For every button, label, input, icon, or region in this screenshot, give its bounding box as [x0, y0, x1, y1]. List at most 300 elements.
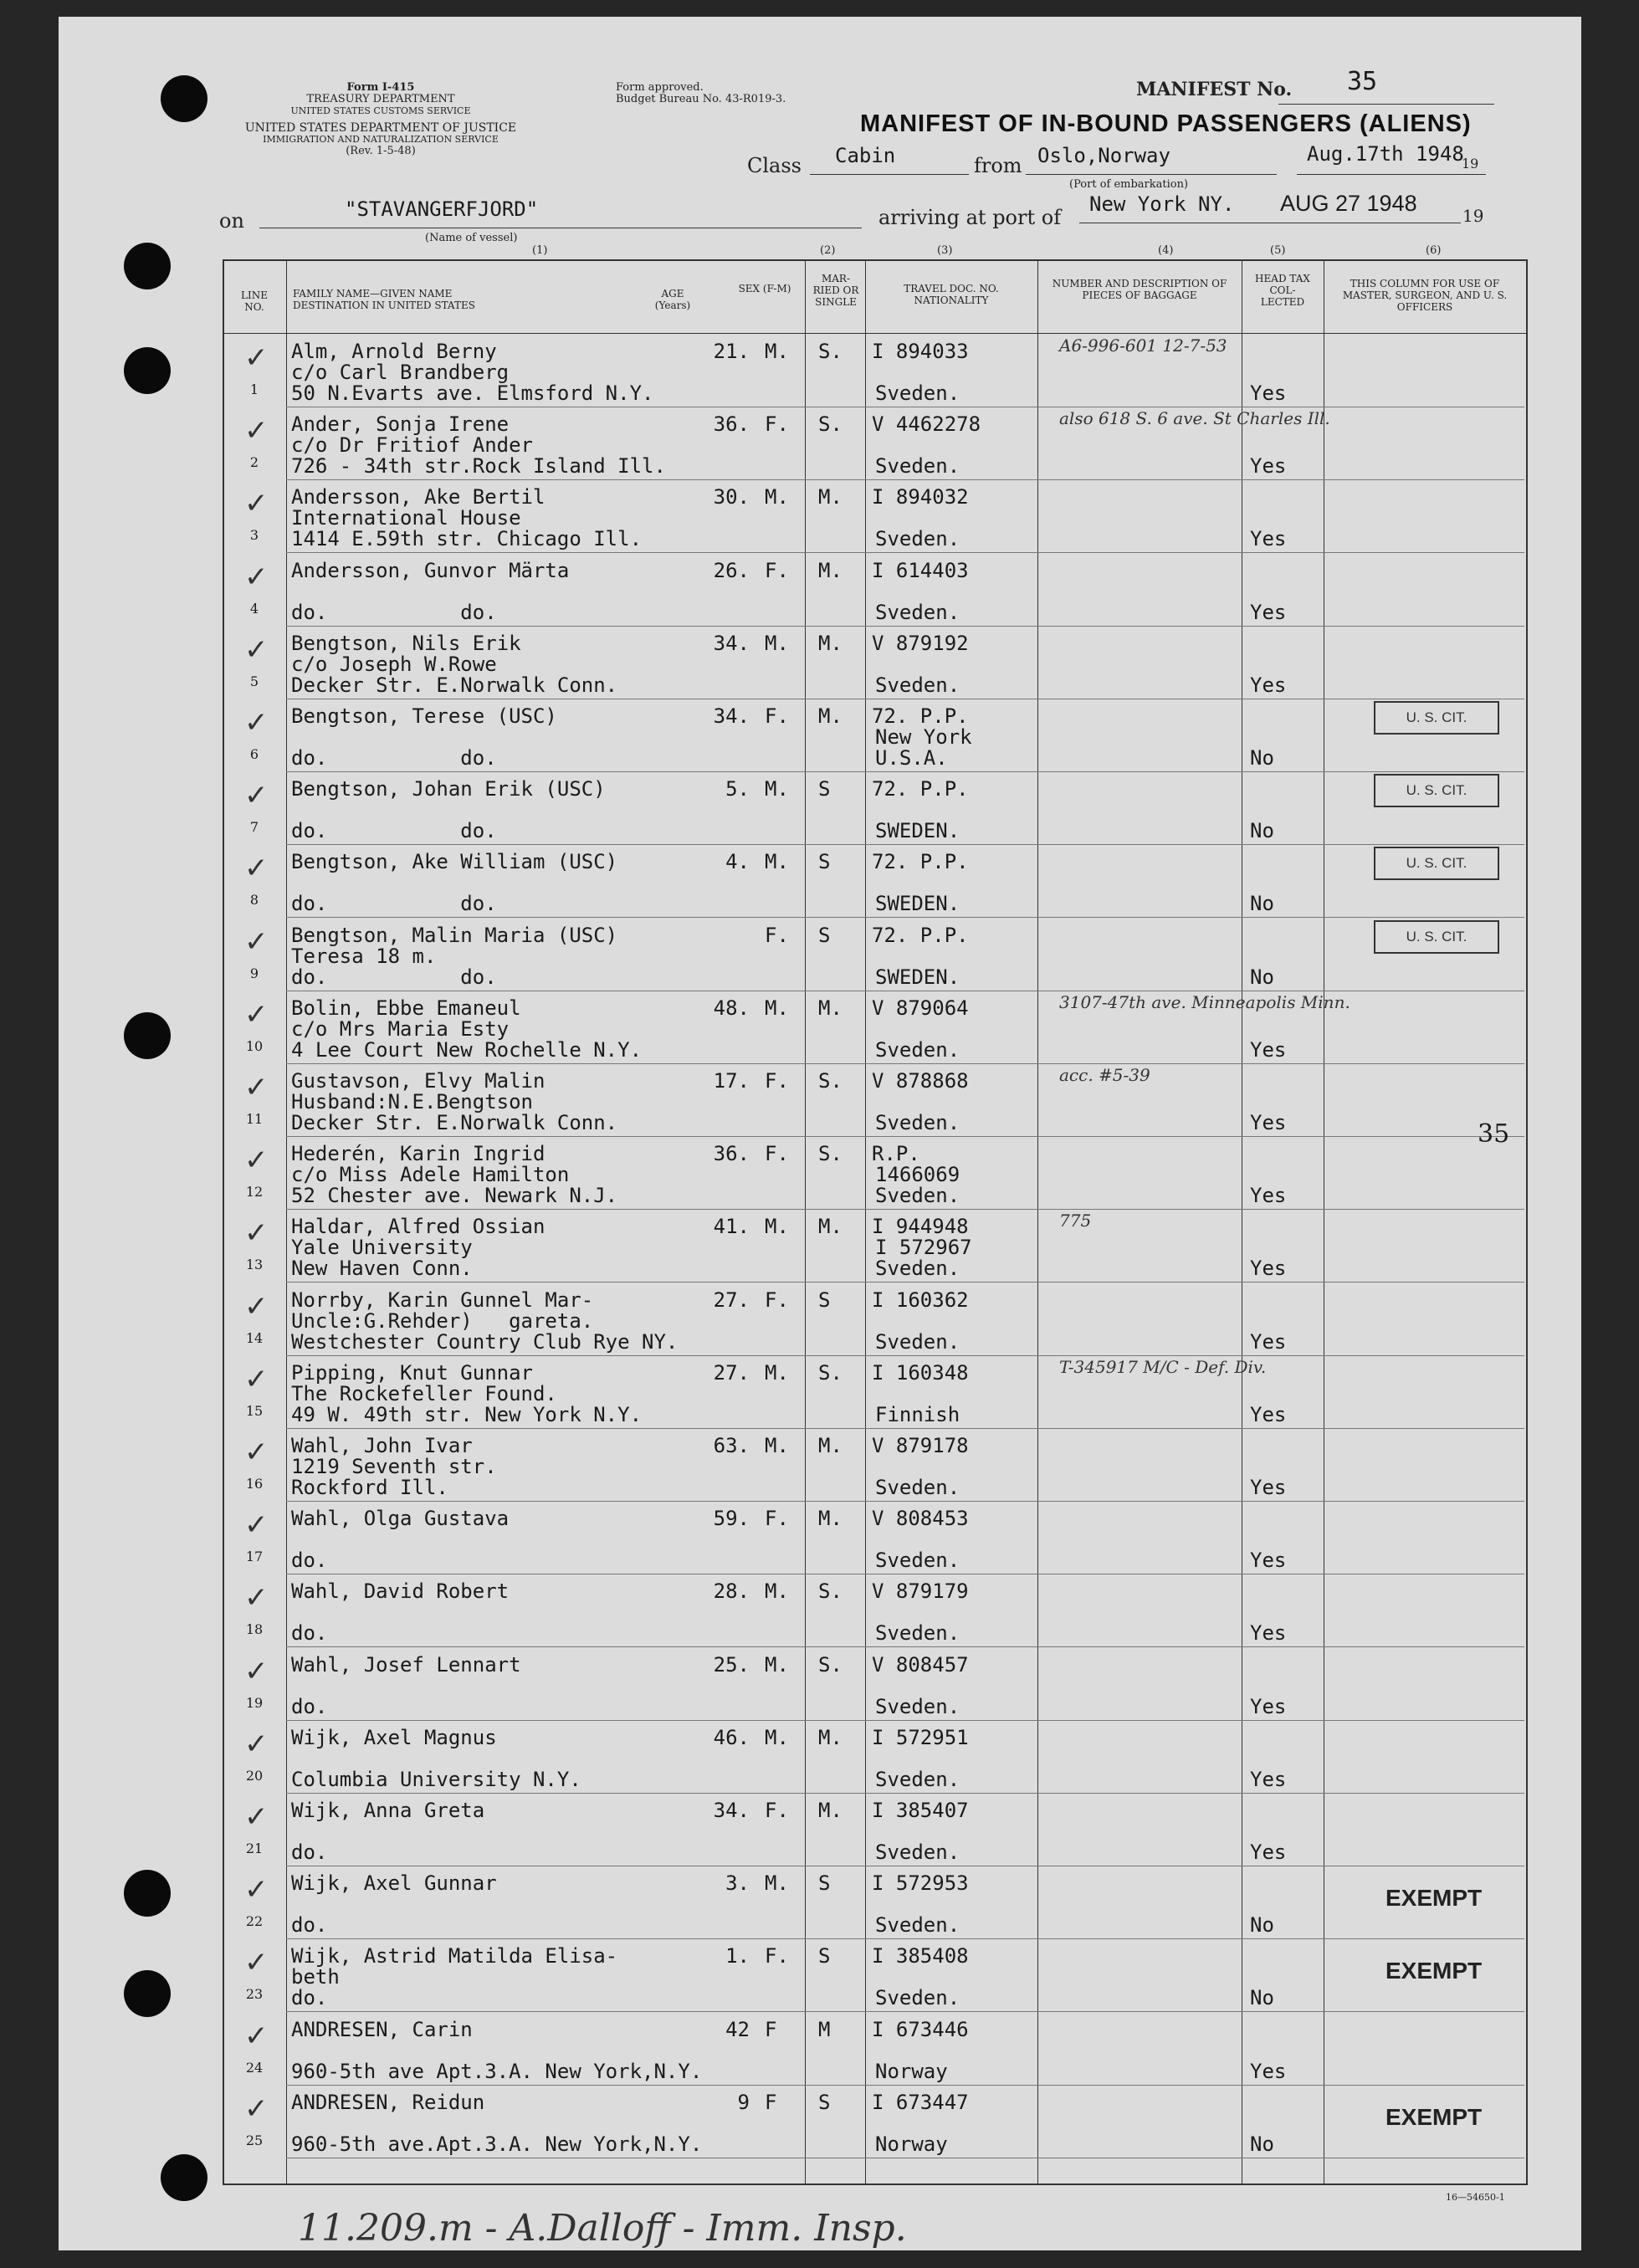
passenger-name: Bengtson, Ake William (USC): [291, 850, 618, 874]
from-label: from: [974, 154, 1022, 177]
destination-line-1: c/o Miss Adele Hamilton: [291, 1163, 570, 1187]
table-row: [223, 2013, 1524, 2086]
destination-line-1: c/o Carl Brandberg: [291, 361, 510, 384]
sex: M.: [765, 485, 789, 509]
destination-line-2: 4 Lee Court New Rochelle N.Y.: [291, 1037, 643, 1062]
marital-status: M.: [818, 1434, 843, 1457]
line-number: 5: [249, 673, 259, 689]
col-num-3: (3): [937, 244, 953, 257]
vessel-caption: (Name of vessel): [425, 232, 518, 244]
table-row: [223, 407, 1524, 480]
check-mark-icon: ✓: [244, 2019, 269, 2053]
nationality: Sveden.: [875, 1767, 960, 1791]
sex: F.: [765, 1799, 789, 1822]
sex: F.: [765, 1507, 789, 1531]
sex: M.: [765, 850, 789, 874]
head-tax: Yes: [1250, 1549, 1287, 1573]
destination-line-2: do.: [291, 1621, 328, 1646]
marital-status: M.: [818, 1725, 843, 1749]
marital-status: S.: [818, 1652, 843, 1677]
destination-line-1: c/o Mrs Maria Esty: [291, 1016, 510, 1041]
passenger-name: Bengtson, Terese (USC): [291, 704, 557, 728]
nationality: Sveden.: [875, 1841, 960, 1864]
marital-status: S.: [818, 1142, 843, 1166]
handwritten-note: A6-996-601 12-7-53: [1059, 335, 1227, 356]
sex: F.: [765, 1069, 789, 1093]
age: 30.: [713, 485, 750, 509]
binder-hole: [161, 2154, 207, 2201]
nationality: SWEDEN.: [875, 965, 960, 989]
passenger-name: Norrby, Karin Gunnel Mar-: [291, 1288, 594, 1312]
ins: IMMIGRATION AND NATURALIZATION SERVICE: [263, 134, 499, 145]
check-mark-icon: ✓: [244, 1727, 269, 1761]
nationality: SWEDEN.: [875, 892, 960, 916]
destination-line-1: The Rockefeller Found.: [291, 1381, 557, 1405]
marital-status: S.: [818, 340, 843, 363]
sex: F: [765, 2017, 777, 2041]
head-tax: Yes: [1250, 1111, 1287, 1134]
nationality: Sveden.: [875, 600, 960, 624]
age: 4.: [725, 850, 750, 874]
marital-status: S.: [818, 1069, 843, 1093]
destination-line-2: 726 - 34th str.Rock Island Ill.: [291, 454, 666, 479]
header-family-name: [293, 288, 544, 311]
table-row: [223, 1721, 1524, 1794]
line-number: 4: [249, 600, 259, 617]
nationality: Sveden.: [875, 1476, 960, 1499]
travel-doc-number: I 673446: [872, 2017, 969, 2041]
age: 1.: [725, 1944, 750, 1969]
head-tax: Yes: [1250, 1841, 1287, 1864]
treasury-dept: TREASURY DEPARTMENT: [306, 93, 455, 105]
line-number: 3: [249, 527, 259, 544]
check-mark-icon: ✓: [244, 1654, 269, 1688]
header-officer-use: THIS COLUMN FOR USE OF MASTER, SURGEON, AND U. S. OFFICERS: [1342, 278, 1508, 313]
form-approved: Form approved.: [616, 81, 704, 94]
table-row: [223, 2086, 1524, 2158]
destination-line-2: do. do.: [291, 892, 497, 916]
age: 34.: [713, 704, 750, 728]
manifest-no-label: MANIFEST No.: [1136, 79, 1293, 100]
header-travel-doc: TRAVEL DOC. NO. NATIONALITY: [904, 283, 999, 306]
line-number: 9: [249, 965, 259, 981]
passenger-name: ANDRESEN, Carin: [291, 2017, 473, 2041]
manifest-title: MANIFEST OF IN-BOUND PASSENGERS (ALIENS): [860, 110, 1472, 137]
travel-doc-number: V 808453: [872, 1507, 969, 1531]
table-row: [223, 772, 1524, 845]
us-citizen-stamp: U. S. CIT.: [1374, 920, 1499, 954]
manifest-no-line: [1278, 104, 1494, 105]
check-mark-icon: ✓: [244, 341, 269, 375]
table-row: [223, 845, 1524, 918]
marital-status: S.: [818, 1579, 843, 1604]
binder-hole: [124, 1970, 171, 2017]
travel-doc-number: V 879179: [872, 1579, 969, 1604]
destination-line-1: Uncle:G.Rehder) gareta.: [291, 1308, 594, 1333]
passenger-name: Wahl, David Robert: [291, 1579, 510, 1604]
nationality: Sveden.: [875, 1913, 960, 1938]
marital-status: M.: [818, 1215, 843, 1239]
check-mark-icon: ✓: [244, 779, 269, 813]
destination-line-2: do.: [291, 1913, 328, 1938]
table-row: [223, 1356, 1524, 1429]
table-row: [223, 1429, 1524, 1502]
marital-status: S: [818, 2090, 831, 2114]
age: 34.: [713, 631, 750, 655]
head-tax: No: [1250, 819, 1274, 843]
sex: M.: [765, 1360, 789, 1385]
destination-line-1: beth: [291, 1965, 340, 1989]
table-row: [223, 991, 1524, 1064]
check-mark-icon: ✓: [244, 997, 269, 1032]
table-row: [223, 1210, 1524, 1282]
port-embark-caption: (Port of embarkation): [1069, 178, 1189, 191]
travel-doc-number: V 808457: [872, 1652, 969, 1677]
sex: M.: [765, 1725, 789, 1749]
age: 17.: [713, 1069, 750, 1093]
destination-line-2: Decker Str. E.Norwalk Conn.: [291, 673, 618, 697]
table-row: [223, 919, 1524, 991]
nationality: Sveden.: [875, 673, 960, 697]
age: 41.: [713, 1215, 750, 1239]
line-number: 7: [249, 819, 259, 836]
sex: M.: [765, 1652, 789, 1677]
line-number: 22: [245, 1913, 264, 1930]
binder-hole: [124, 1870, 171, 1917]
marital-status: M.: [818, 996, 843, 1020]
age: 21.: [713, 340, 750, 363]
destination-line-1: Husband:N.E.Bengtson: [291, 1090, 533, 1114]
passenger-name: Wijk, Anna Greta: [291, 1799, 485, 1822]
marital-status: M.: [818, 558, 843, 582]
head-tax: No: [1250, 892, 1274, 916]
passenger-name: Wahl, John Ivar: [291, 1434, 473, 1457]
arrival-date-stamp: AUG 27 1948: [1280, 191, 1417, 216]
check-mark-icon: ✓: [244, 487, 269, 521]
travel-doc-number: I 160362: [872, 1288, 969, 1312]
table-row: [223, 699, 1524, 772]
head-tax: Yes: [1250, 1694, 1287, 1718]
line-number: 14: [245, 1329, 264, 1346]
age: 36.: [713, 412, 750, 437]
check-mark-icon: ✓: [244, 1436, 269, 1469]
print-code: 16—54650-1: [1446, 2192, 1505, 2203]
class-value: Cabin: [835, 144, 896, 167]
from-line: [1026, 174, 1277, 175]
destination-line-2: 1414 E.59th str. Chicago Ill.: [291, 527, 643, 551]
sex: F.: [765, 558, 789, 582]
handwritten-note: T-345917 M/C - Def. Div.: [1059, 1356, 1267, 1377]
head-tax: No: [1250, 2132, 1274, 2156]
marital-status: S.: [818, 412, 843, 437]
passenger-name: Andersson, Gunvor Märta: [291, 558, 570, 582]
check-mark-icon: ✓: [244, 1289, 269, 1323]
head-tax: Yes: [1250, 600, 1287, 624]
travel-doc-number: I 944948: [872, 1215, 969, 1239]
destination-line-2: Rockford Ill.: [291, 1476, 448, 1499]
binder-hole: [161, 75, 207, 122]
sex: M.: [765, 1871, 789, 1896]
justice-dept: UNITED STATES DEPARTMENT OF JUSTICE: [244, 121, 517, 135]
form-number: Form I-415: [346, 81, 415, 94]
table-row: [223, 1794, 1524, 1866]
revision: (Rev. 1-5-48): [346, 145, 416, 157]
destination-line-1: Teresa 18 m.: [291, 944, 437, 968]
marital-status: S: [818, 777, 831, 801]
sex: M.: [765, 631, 789, 655]
destination-line-2: 50 N.Evarts ave. Elmsford N.Y.: [291, 381, 654, 405]
sex: F.: [765, 1944, 789, 1969]
table-row: [223, 1866, 1524, 1939]
age: 42: [725, 2017, 750, 2041]
check-mark-icon: ✓: [244, 414, 269, 448]
col-num-6: (6): [1426, 244, 1442, 257]
travel-doc-number: I 572951: [872, 1725, 969, 1749]
line-number: 16: [245, 1476, 264, 1492]
nationality: Norway: [875, 2132, 948, 2156]
destination-line-2: Columbia University N.Y.: [291, 1767, 581, 1791]
check-mark-icon: ✓: [244, 632, 269, 667]
header-head-tax: HEAD TAX COL-LECTED: [1255, 273, 1310, 308]
head-tax: Yes: [1250, 1767, 1287, 1791]
marital-status: M.: [818, 704, 843, 728]
travel-doc-number: I 673447: [872, 2090, 969, 2114]
travel-doc-number: V 879064: [872, 996, 969, 1020]
date-line: [1297, 174, 1486, 175]
line-number: 8: [249, 892, 259, 909]
nationality: Sveden.: [875, 1037, 960, 1062]
handwritten-note: acc. #5-39: [1059, 1065, 1150, 1085]
arrival-year: 19: [1462, 206, 1484, 226]
table-row: [223, 335, 1524, 407]
check-mark-icon: ✓: [244, 924, 269, 959]
approval-block: [616, 82, 786, 105]
marital-status: S: [818, 1288, 831, 1312]
destination-line-2: 52 Chester ave. Newark N.J.: [291, 1184, 618, 1208]
header-sex: SEX (F-M): [738, 283, 791, 294]
manifest-number: 35: [1347, 67, 1378, 96]
destination-line-2: 960-5th ave.Apt.3.A. New York,N.Y.: [291, 2132, 703, 2156]
header-rule: [223, 333, 1526, 334]
destination-line-2: do. do.: [291, 746, 497, 770]
nationality: U.S.A.: [875, 746, 948, 770]
marital-status: M.: [818, 1507, 843, 1531]
line-number: 6: [249, 746, 259, 762]
travel-doc-number: I 894032: [872, 485, 969, 509]
line-number: 25: [245, 2132, 264, 2148]
header-baggage: NUMBER AND DESCRIPTION OF PIECES OF BAGGAGE: [1052, 278, 1227, 301]
passenger-name: Haldar, Alfred Ossian: [291, 1215, 545, 1239]
passenger-name: Ander, Sonja Irene: [291, 412, 510, 437]
age: 34.: [713, 1799, 750, 1822]
agency-block: [213, 82, 548, 157]
nationality: Sveden.: [875, 1694, 960, 1718]
marital-status: S: [818, 850, 831, 874]
check-mark-icon: ✓: [244, 1216, 269, 1251]
age: 48.: [713, 996, 750, 1020]
nationality: Sveden.: [875, 1184, 960, 1208]
arrival-port: New York NY.: [1089, 192, 1235, 216]
travel-doc-number: V 878868: [872, 1069, 969, 1093]
destination-line-2: do.: [291, 1549, 328, 1573]
marital-status: S.: [818, 1360, 843, 1385]
header-line-no: LINE NO.: [241, 289, 268, 313]
age: 27.: [713, 1288, 750, 1312]
table-row: [223, 480, 1524, 553]
sex: M.: [765, 1215, 789, 1239]
destination-line-2: do.: [291, 1694, 328, 1718]
table-row: [223, 1574, 1524, 1647]
head-tax: Yes: [1250, 527, 1287, 551]
line-number: 17: [245, 1549, 264, 1565]
check-mark-icon: ✓: [244, 1508, 269, 1543]
travel-doc-number: V 4462278: [872, 412, 981, 437]
nationality: Sveden.: [875, 1986, 960, 2010]
destination-line-2: do.: [291, 1986, 328, 2010]
check-mark-icon: ✓: [244, 1800, 269, 1834]
us-citizen-stamp: U. S. CIT.: [1374, 774, 1499, 807]
sex: F.: [765, 704, 789, 728]
table-row: [223, 554, 1524, 627]
head-tax: No: [1250, 965, 1274, 989]
destination-line-2: do. do.: [291, 965, 497, 989]
col-num-5: (5): [1270, 244, 1286, 257]
nationality: Norway: [875, 2059, 948, 2083]
sex: F.: [765, 1142, 789, 1166]
destination-line-2: do. do.: [291, 819, 497, 843]
travel-doc-detail: 1466069: [875, 1163, 960, 1187]
nationality: Sveden.: [875, 527, 960, 551]
destination-line-2: Westchester Country Club Rye NY.: [291, 1329, 679, 1354]
col-num-2: (2): [820, 244, 836, 257]
check-mark-icon: ✓: [244, 1071, 269, 1104]
marital-status: S: [818, 923, 831, 947]
travel-doc-number: I 894033: [872, 340, 969, 363]
binder-hole: [124, 243, 171, 289]
marital-status: M.: [818, 631, 843, 655]
binder-hole: [124, 1012, 171, 1059]
nationality: Sveden.: [875, 454, 960, 479]
travel-doc-number: I 385407: [872, 1799, 969, 1822]
line-number: 20: [245, 1767, 264, 1784]
sex: M.: [765, 1434, 789, 1457]
nationality: Sveden.: [875, 1329, 960, 1354]
travel-doc-number: R.P.: [872, 1142, 920, 1166]
travel-doc-number: I 614403: [872, 558, 969, 582]
sex: F.: [765, 412, 789, 437]
nationality: Sveden.: [875, 1621, 960, 1646]
destination-line-2: Decker Str. E.Norwalk Conn.: [291, 1111, 618, 1134]
destination-line-2: 49 W. 49th str. New York N.Y.: [291, 1402, 643, 1426]
check-mark-icon: ✓: [244, 1144, 269, 1178]
check-mark-icon: ✓: [244, 2091, 269, 2126]
age: 9: [737, 2090, 750, 2114]
destination-line-2: New Haven Conn.: [291, 1257, 473, 1281]
line-number: 1: [249, 381, 259, 397]
budget-bureau: Budget Bureau No. 43-R019-3.: [616, 93, 786, 105]
head-tax: No: [1250, 1913, 1274, 1938]
line-number: 23: [245, 1986, 264, 2003]
destination-line-2: do. do.: [291, 600, 497, 624]
header-married: MAR-RIED OR SINGLE: [812, 273, 859, 308]
destination-line-1: International House: [291, 506, 521, 530]
sex: F.: [765, 1288, 789, 1312]
marital-status: M: [818, 2017, 831, 2041]
inspector-signature: 11.209.m - A.Dalloff - Imm. Insp.: [298, 2207, 907, 2250]
us-citizen-stamp: U. S. CIT.: [1374, 847, 1499, 880]
marital-status: M.: [818, 1799, 843, 1822]
travel-doc-detail: New York: [875, 725, 972, 749]
table-row: [223, 1648, 1524, 1721]
head-tax: Yes: [1250, 1476, 1287, 1499]
age: 46.: [713, 1725, 750, 1749]
check-mark-icon: ✓: [244, 1362, 269, 1396]
check-mark-icon: ✓: [244, 706, 269, 740]
header-destination: DESTINATION IN UNITED STATES: [293, 299, 475, 311]
marital-status: S: [818, 1871, 831, 1896]
check-mark-icon: ✓: [244, 1946, 269, 1980]
age: 63.: [713, 1434, 750, 1457]
travel-doc-number: V 879192: [872, 631, 969, 655]
head-tax: Yes: [1250, 1184, 1287, 1208]
class-line: [810, 174, 969, 175]
passenger-name: Bengtson, Nils Erik: [291, 631, 521, 655]
age: 28.: [713, 1579, 750, 1604]
embark-port: Oslo,Norway: [1037, 144, 1170, 167]
table-row: [223, 1137, 1524, 1210]
travel-doc-number: 72. P.P.: [872, 777, 969, 801]
handwritten-note: 3107-47th ave. Minneapolis Minn.: [1059, 991, 1350, 1012]
handwritten-note: also 618 S. 6 ave. St Charles Ill.: [1059, 408, 1330, 429]
sex: F: [765, 2090, 777, 2114]
line-number: 13: [245, 1257, 264, 1273]
arriving-label: arriving at port of: [878, 206, 1062, 229]
passenger-name: ANDRESEN, Reidun: [291, 2090, 485, 2114]
sex: F.: [765, 923, 789, 947]
line-number: 24: [245, 2059, 264, 2076]
destination-line-1: c/o Dr Fritiof Ander: [291, 433, 533, 458]
passenger-name: Gustavson, Elvy Malin: [291, 1069, 545, 1093]
table-row: [223, 1502, 1524, 1574]
margin-manifest-number: 35: [1478, 1119, 1510, 1149]
passenger-name: Bengtson, Malin Maria (USC): [291, 923, 618, 947]
passenger-name: Wijk, Astrid Matilda Elisa-: [291, 1944, 618, 1969]
head-tax: No: [1250, 1986, 1274, 2010]
line-number: 10: [245, 1037, 264, 1054]
head-tax: Yes: [1250, 1257, 1287, 1281]
line-number: 11: [245, 1111, 264, 1127]
age: 3.: [725, 1871, 750, 1896]
exempt-stamp: EXEMPT: [1385, 1958, 1483, 1984]
table-row: [223, 1939, 1524, 2012]
embark-date: Aug.17th 1948: [1307, 142, 1464, 166]
passenger-name: Wahl, Olga Gustava: [291, 1507, 510, 1531]
nationality: Sveden.: [875, 381, 960, 405]
sex: M.: [765, 996, 789, 1020]
age: 36.: [713, 1142, 750, 1166]
head-tax: Yes: [1250, 1621, 1287, 1646]
header-age: AGE (Years): [654, 288, 691, 311]
travel-doc-number: 72. P.P.: [872, 704, 969, 728]
destination-line-1: c/o Joseph W.Rowe: [291, 652, 497, 676]
year-suffix-top: 19: [1462, 156, 1479, 172]
destination-line-2: 960-5th ave Apt.3.A. New York,N.Y.: [291, 2059, 703, 2083]
sex: M.: [765, 1579, 789, 1604]
nationality: SWEDEN.: [875, 819, 960, 843]
sex: M.: [765, 340, 789, 363]
passenger-name: Wijk, Axel Magnus: [291, 1725, 497, 1749]
us-citizen-stamp: U. S. CIT.: [1374, 701, 1499, 735]
